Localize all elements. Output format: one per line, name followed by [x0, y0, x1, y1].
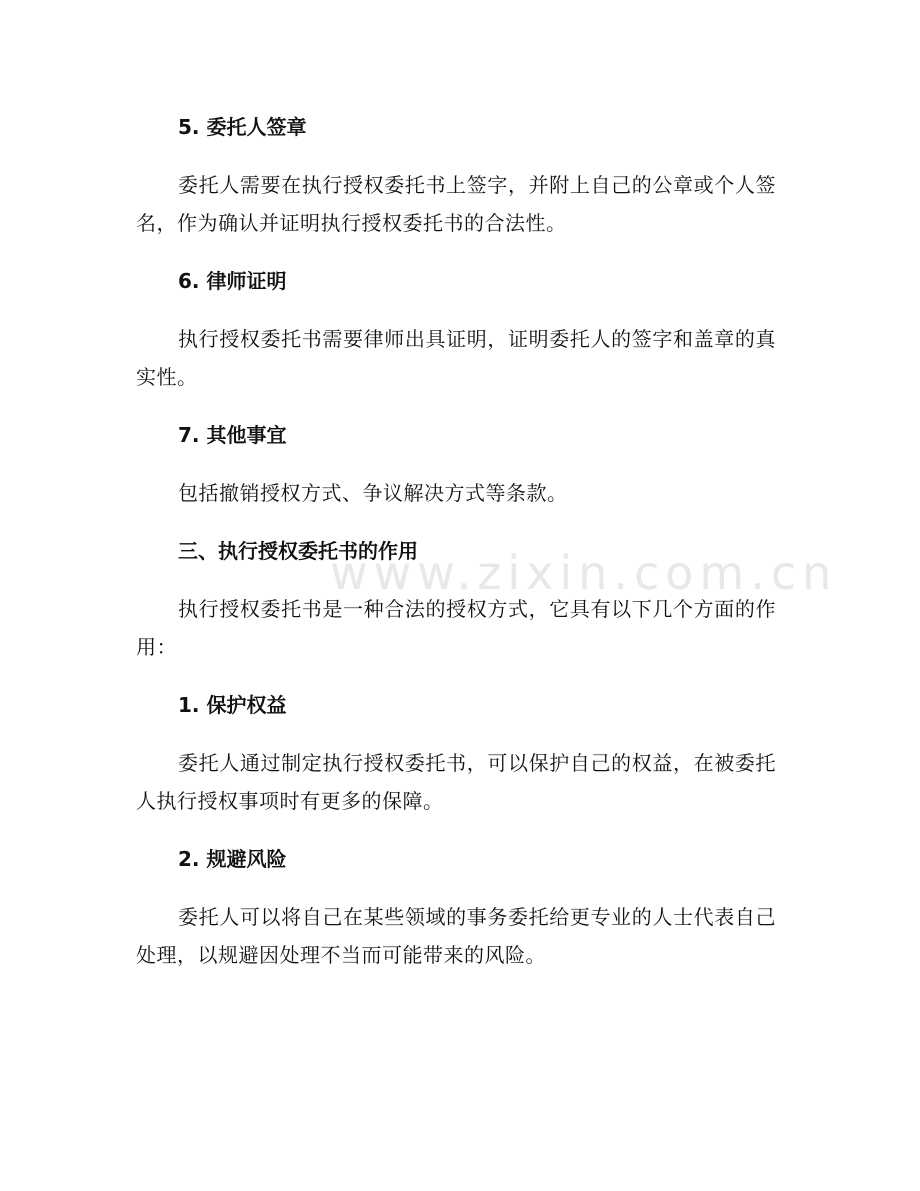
section-heading-signature: 5. 委托人签章	[178, 115, 307, 139]
section-heading-protect: 1. 保护权益	[178, 693, 287, 717]
watermark: www.zixin.com.cn	[330, 546, 838, 600]
section-heading-other: 7. 其他事宜	[178, 423, 287, 447]
section-heading-risk: 2. 规避风险	[178, 847, 287, 871]
paragraph-risk: 委托人可以将自己在某些领域的事务委托给更专业的人士代表自己处理，以规避因处理不当而可能带来的风险。	[136, 905, 776, 967]
section-heading-lawyer: 6. 律师证明	[178, 269, 287, 293]
paragraph-purpose: 执行授权委托书是一种合法的授权方式，它具有以下几个方面的作用：	[136, 597, 776, 659]
chapter-heading-purpose: 三、执行授权委托书的作用	[178, 539, 418, 563]
paragraph-signature: 委托人需要在执行授权委托书上签字，并附上自己的公章或个人签名，作为确认并证明执行授权委托书的合法性。	[136, 173, 776, 235]
paragraph-lawyer: 执行授权委托书需要律师出具证明，证明委托人的签字和盖章的真实性。	[136, 327, 776, 389]
document-body	[136, 108, 776, 994]
paragraph-protect: 委托人通过制定执行授权委托书，可以保护自己的权益，在被委托人执行授权事项时有更多的保障。	[136, 751, 776, 813]
paragraph-other: 包括撤销授权方式、争议解决方式等条款。	[178, 481, 568, 505]
